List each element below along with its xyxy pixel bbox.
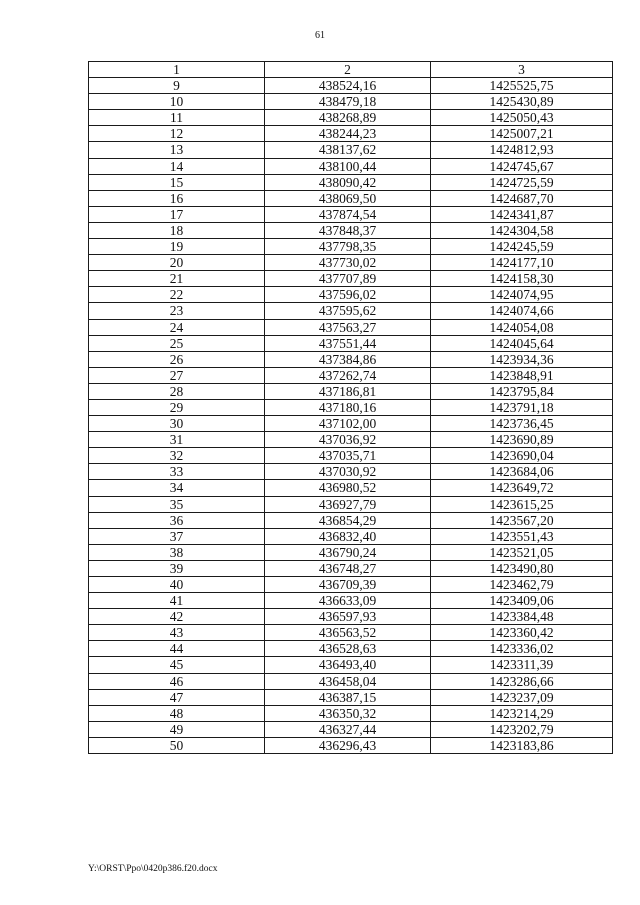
x-coordinate-cell: 438069,50	[265, 190, 431, 206]
y-coordinate-cell: 1423615,25	[431, 496, 613, 512]
y-coordinate-cell: 1424745,67	[431, 158, 613, 174]
y-coordinate-cell: 1423384,48	[431, 609, 613, 625]
table-row	[89, 222, 613, 238]
table-row	[89, 673, 613, 689]
y-coordinate-cell: 1423462,79	[431, 577, 613, 593]
table-row	[89, 271, 613, 287]
table-row	[89, 239, 613, 255]
table-row	[89, 399, 613, 415]
y-coordinate-cell: 1425430,89	[431, 94, 613, 110]
table-header-row	[89, 62, 613, 78]
x-coordinate-cell: 438100,44	[265, 158, 431, 174]
y-coordinate-cell: 1423934,36	[431, 351, 613, 367]
table-row	[89, 383, 613, 399]
x-coordinate-cell: 437596,02	[265, 287, 431, 303]
point-number-cell: 48	[89, 705, 265, 721]
y-coordinate-cell: 1423214,29	[431, 705, 613, 721]
x-coordinate-cell: 438090,42	[265, 174, 431, 190]
table-row	[89, 206, 613, 222]
table-row	[89, 319, 613, 335]
table-row	[89, 190, 613, 206]
point-number-cell: 16	[89, 190, 265, 206]
document-file-path: Y:\ORST\Ppo\0420p386.f20.docx	[88, 864, 218, 874]
x-coordinate-cell: 437563,27	[265, 319, 431, 335]
y-coordinate-cell: 1424054,08	[431, 319, 613, 335]
point-number-cell: 38	[89, 544, 265, 560]
table-row	[89, 512, 613, 528]
point-number-cell: 49	[89, 721, 265, 737]
page-number: 61	[315, 30, 325, 41]
y-coordinate-cell: 1423286,66	[431, 673, 613, 689]
x-coordinate-cell: 436296,43	[265, 737, 431, 753]
point-number-cell: 30	[89, 416, 265, 432]
table-row	[89, 287, 613, 303]
point-number-cell: 31	[89, 432, 265, 448]
y-coordinate-cell: 1424177,10	[431, 255, 613, 271]
point-number-cell: 50	[89, 737, 265, 753]
x-coordinate-cell: 436927,79	[265, 496, 431, 512]
x-coordinate-cell: 438244,23	[265, 126, 431, 142]
point-number-cell: 18	[89, 222, 265, 238]
table-row	[89, 94, 613, 110]
x-coordinate-cell: 436387,15	[265, 689, 431, 705]
y-coordinate-cell: 1423183,86	[431, 737, 613, 753]
point-number-cell: 32	[89, 448, 265, 464]
table-row	[89, 464, 613, 480]
table-row	[89, 705, 613, 721]
column-header-3: 3	[431, 62, 613, 78]
y-coordinate-cell: 1423736,45	[431, 416, 613, 432]
x-coordinate-cell: 437384,86	[265, 351, 431, 367]
table-row	[89, 560, 613, 576]
x-coordinate-cell: 436854,29	[265, 512, 431, 528]
x-coordinate-cell: 436832,40	[265, 528, 431, 544]
table-row	[89, 351, 613, 367]
x-coordinate-cell: 438137,62	[265, 142, 431, 158]
point-number-cell: 13	[89, 142, 265, 158]
y-coordinate-cell: 1423848,91	[431, 367, 613, 383]
point-number-cell: 35	[89, 496, 265, 512]
point-number-cell: 27	[89, 367, 265, 383]
point-number-cell: 14	[89, 158, 265, 174]
x-coordinate-cell: 437551,44	[265, 335, 431, 351]
point-number-cell: 39	[89, 560, 265, 576]
table-row	[89, 641, 613, 657]
point-number-cell: 43	[89, 625, 265, 641]
x-coordinate-cell: 436597,93	[265, 609, 431, 625]
point-number-cell: 44	[89, 641, 265, 657]
point-number-cell: 34	[89, 480, 265, 496]
y-coordinate-cell: 1423336,02	[431, 641, 613, 657]
y-coordinate-cell: 1423690,04	[431, 448, 613, 464]
y-coordinate-cell: 1423360,42	[431, 625, 613, 641]
y-coordinate-cell: 1423202,79	[431, 721, 613, 737]
table-row	[89, 737, 613, 753]
point-number-cell: 12	[89, 126, 265, 142]
y-coordinate-cell: 1424158,30	[431, 271, 613, 287]
table-row	[89, 126, 613, 142]
point-number-cell: 46	[89, 673, 265, 689]
x-coordinate-cell: 437036,92	[265, 432, 431, 448]
table-row	[89, 367, 613, 383]
table-row	[89, 174, 613, 190]
table-row	[89, 721, 613, 737]
x-coordinate-cell: 438268,89	[265, 110, 431, 126]
y-coordinate-cell: 1424245,59	[431, 239, 613, 255]
table-row	[89, 303, 613, 319]
y-coordinate-cell: 1423690,89	[431, 432, 613, 448]
point-number-cell: 33	[89, 464, 265, 480]
x-coordinate-cell: 436980,52	[265, 480, 431, 496]
table-row	[89, 577, 613, 593]
point-number-cell: 45	[89, 657, 265, 673]
point-number-cell: 21	[89, 271, 265, 287]
point-number-cell: 15	[89, 174, 265, 190]
y-coordinate-cell: 1424074,95	[431, 287, 613, 303]
y-coordinate-cell: 1425525,75	[431, 78, 613, 94]
y-coordinate-cell: 1423791,18	[431, 399, 613, 415]
x-coordinate-cell: 437102,00	[265, 416, 431, 432]
y-coordinate-cell: 1425007,21	[431, 126, 613, 142]
point-number-cell: 17	[89, 206, 265, 222]
x-coordinate-cell: 436350,32	[265, 705, 431, 721]
y-coordinate-cell: 1423795,84	[431, 383, 613, 399]
point-number-cell: 41	[89, 593, 265, 609]
y-coordinate-cell: 1425050,43	[431, 110, 613, 126]
x-coordinate-cell: 436633,09	[265, 593, 431, 609]
x-coordinate-cell: 437707,89	[265, 271, 431, 287]
point-number-cell: 40	[89, 577, 265, 593]
point-number-cell: 11	[89, 110, 265, 126]
x-coordinate-cell: 437180,16	[265, 399, 431, 415]
point-number-cell: 37	[89, 528, 265, 544]
x-coordinate-cell: 437030,92	[265, 464, 431, 480]
x-coordinate-cell: 437262,74	[265, 367, 431, 383]
point-number-cell: 22	[89, 287, 265, 303]
table-row	[89, 255, 613, 271]
table-row	[89, 416, 613, 432]
column-header-2: 2	[265, 62, 431, 78]
table-body	[89, 78, 613, 754]
table-row	[89, 625, 613, 641]
point-number-cell: 28	[89, 383, 265, 399]
y-coordinate-cell: 1424341,87	[431, 206, 613, 222]
table-row	[89, 110, 613, 126]
y-coordinate-cell: 1423237,09	[431, 689, 613, 705]
column-header-1: 1	[89, 62, 265, 78]
y-coordinate-cell: 1424045,64	[431, 335, 613, 351]
x-coordinate-cell: 437186,81	[265, 383, 431, 399]
x-coordinate-cell: 437798,35	[265, 239, 431, 255]
table-row	[89, 528, 613, 544]
x-coordinate-cell: 437035,71	[265, 448, 431, 464]
point-number-cell: 47	[89, 689, 265, 705]
table-row	[89, 544, 613, 560]
y-coordinate-cell: 1424687,70	[431, 190, 613, 206]
table-row	[89, 432, 613, 448]
y-coordinate-cell: 1423409,06	[431, 593, 613, 609]
x-coordinate-cell: 436709,39	[265, 577, 431, 593]
y-coordinate-cell: 1423551,43	[431, 528, 613, 544]
point-number-cell: 24	[89, 319, 265, 335]
x-coordinate-cell: 437848,37	[265, 222, 431, 238]
x-coordinate-cell: 437595,62	[265, 303, 431, 319]
x-coordinate-cell: 436458,04	[265, 673, 431, 689]
table-row	[89, 689, 613, 705]
x-coordinate-cell: 438524,16	[265, 78, 431, 94]
point-number-cell: 29	[89, 399, 265, 415]
y-coordinate-cell: 1424074,66	[431, 303, 613, 319]
y-coordinate-cell: 1423490,80	[431, 560, 613, 576]
point-number-cell: 36	[89, 512, 265, 528]
x-coordinate-cell: 436563,52	[265, 625, 431, 641]
x-coordinate-cell: 436528,63	[265, 641, 431, 657]
point-number-cell: 42	[89, 609, 265, 625]
y-coordinate-cell: 1423649,72	[431, 480, 613, 496]
table-row	[89, 78, 613, 94]
table-row	[89, 480, 613, 496]
table-row	[89, 609, 613, 625]
table-row	[89, 496, 613, 512]
table-row	[89, 158, 613, 174]
y-coordinate-cell: 1424725,59	[431, 174, 613, 190]
table-row	[89, 448, 613, 464]
table-row	[89, 335, 613, 351]
y-coordinate-cell: 1423311,39	[431, 657, 613, 673]
x-coordinate-cell: 436790,24	[265, 544, 431, 560]
point-number-cell: 25	[89, 335, 265, 351]
table-row	[89, 657, 613, 673]
y-coordinate-cell: 1424304,58	[431, 222, 613, 238]
point-number-cell: 20	[89, 255, 265, 271]
point-number-cell: 23	[89, 303, 265, 319]
coordinates-table	[88, 61, 613, 754]
table-row	[89, 593, 613, 609]
y-coordinate-cell: 1423521,05	[431, 544, 613, 560]
x-coordinate-cell: 436748,27	[265, 560, 431, 576]
x-coordinate-cell: 438479,18	[265, 94, 431, 110]
point-number-cell: 9	[89, 78, 265, 94]
y-coordinate-cell: 1423567,20	[431, 512, 613, 528]
x-coordinate-cell: 436327,44	[265, 721, 431, 737]
table-row	[89, 142, 613, 158]
point-number-cell: 19	[89, 239, 265, 255]
point-number-cell: 26	[89, 351, 265, 367]
x-coordinate-cell: 436493,40	[265, 657, 431, 673]
y-coordinate-cell: 1424812,93	[431, 142, 613, 158]
y-coordinate-cell: 1423684,06	[431, 464, 613, 480]
x-coordinate-cell: 437730,02	[265, 255, 431, 271]
point-number-cell: 10	[89, 94, 265, 110]
x-coordinate-cell: 437874,54	[265, 206, 431, 222]
